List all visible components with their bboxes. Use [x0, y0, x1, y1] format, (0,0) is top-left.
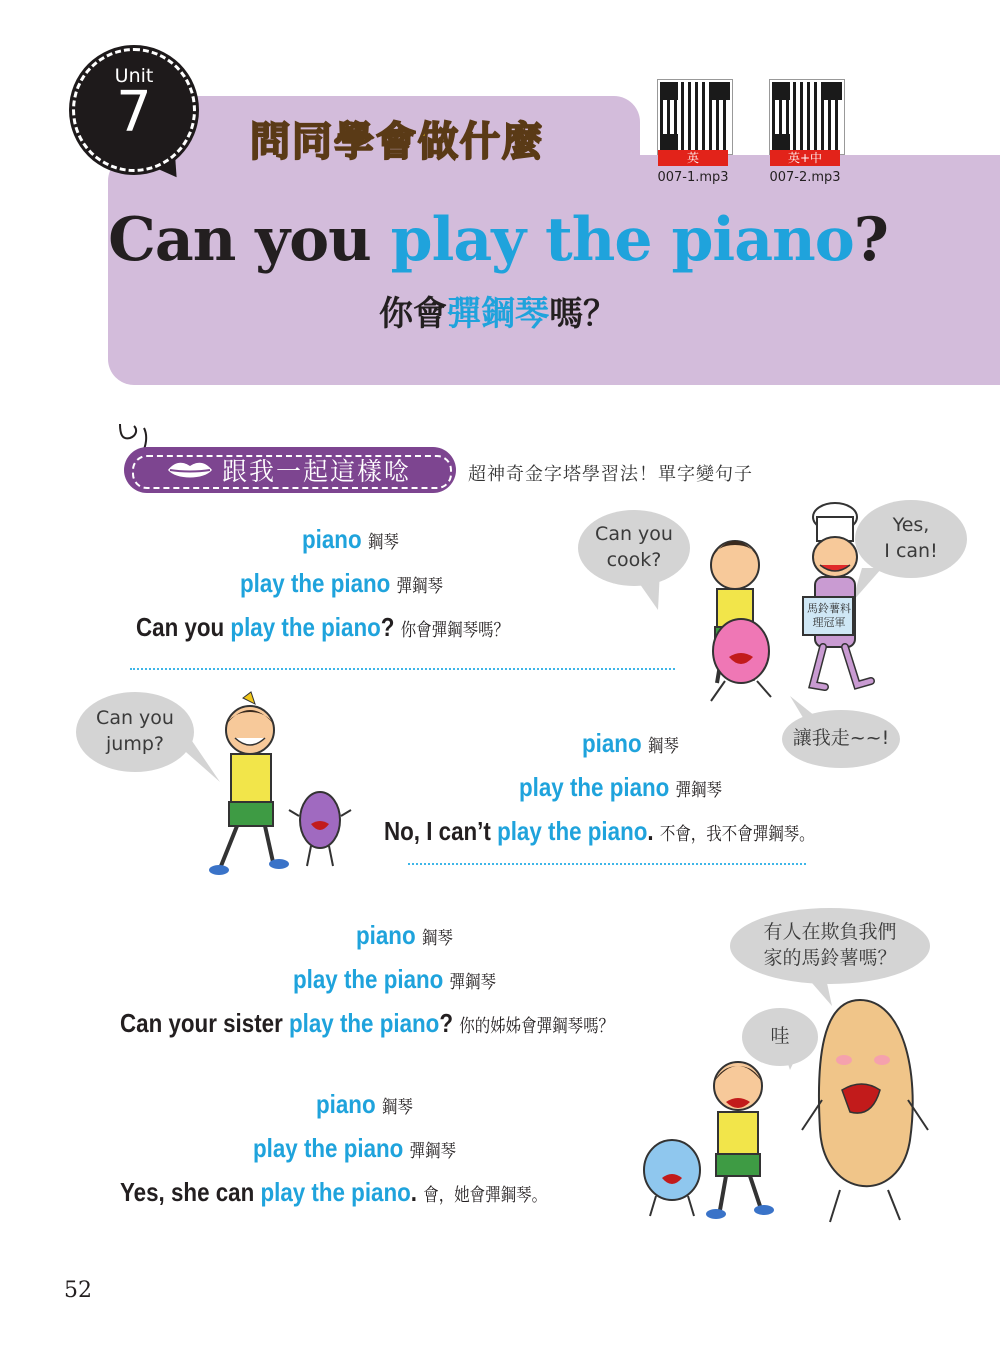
- unit-label: Unit: [114, 65, 154, 87]
- subtitle-part: 你會: [379, 294, 447, 334]
- sentence-highlight: play the piano: [230, 612, 381, 642]
- phrase: play the piano: [293, 964, 444, 994]
- sentence-highlight: play the piano: [260, 1177, 411, 1207]
- phrase-translation: 彈鋼琴: [675, 780, 723, 801]
- word-line: [582, 728, 679, 759]
- subtitle-highlight: 彈鋼琴: [447, 294, 549, 334]
- page-title: [108, 205, 888, 275]
- qr-code-english-chinese[interactable]: [770, 80, 840, 166]
- qr-caption: 007-1.mp3: [657, 170, 729, 185]
- title-highlight: play the piano: [390, 205, 854, 275]
- girl-and-bean-illustration: [195, 690, 395, 890]
- word-line: [356, 920, 453, 951]
- dotted-divider: [408, 863, 806, 865]
- speech-bubble-bullying: [730, 908, 930, 984]
- sentence-translation: 不會，我不會彈鋼琴。: [659, 824, 815, 845]
- title-part: Can you: [108, 205, 391, 275]
- subtitle-part: 嗎？: [549, 294, 617, 334]
- chef-and-boy-illustration: [675, 505, 890, 715]
- word-translation: 鋼琴: [367, 532, 399, 553]
- sentence-line: [120, 1177, 547, 1208]
- qr-code-icon: [658, 80, 732, 154]
- potato-and-kids-illustration: [610, 990, 940, 1230]
- sentence-line: [136, 612, 509, 643]
- section-description: 超神奇金字塔學習法！單字變句子: [468, 464, 753, 485]
- phrase-line: [253, 1133, 456, 1164]
- speech-bubble-jump: [76, 692, 194, 772]
- unit-title: 問同學會做什麼: [250, 119, 544, 165]
- qr-tag: 英+中: [770, 150, 840, 166]
- sentence-translation: 會，她會彈鋼琴。: [423, 1185, 548, 1206]
- phrase: play the piano: [519, 772, 670, 802]
- qr-code-english[interactable]: [658, 80, 728, 166]
- chef-sign-text: 馬鈴薯料理冠軍: [807, 602, 851, 630]
- phrase-translation: 彈鋼琴: [449, 972, 497, 993]
- phrase-line: [293, 964, 496, 995]
- sentence-translation: 你的姊姊會彈鋼琴嗎？: [459, 1016, 615, 1037]
- qr-code-icon: [770, 80, 844, 154]
- phrase-line: [240, 568, 443, 599]
- speech-bubble-cook: [578, 510, 690, 586]
- sentence-highlight: play the piano: [289, 1008, 440, 1038]
- qr-caption: 007-2.mp3: [769, 170, 841, 185]
- word: piano: [302, 524, 362, 554]
- sentence-line: [120, 1008, 614, 1039]
- sentence-end: ?: [380, 612, 395, 642]
- unit-number: 7: [116, 80, 152, 145]
- phrase: play the piano: [240, 568, 391, 598]
- word-line: [316, 1089, 413, 1120]
- sentence-start: Can you: [136, 612, 231, 642]
- sentence-end: .: [647, 816, 654, 846]
- bubble-text: 哇: [770, 1025, 790, 1048]
- word-translation: 鋼琴: [381, 1097, 413, 1118]
- word: piano: [356, 920, 416, 950]
- phrase: play the piano: [253, 1133, 404, 1163]
- phrase-translation: 彈鋼琴: [396, 576, 444, 597]
- sentence-end: ?: [439, 1008, 454, 1038]
- sentence-start: Yes, she can: [120, 1177, 261, 1207]
- page-number: 52: [64, 1278, 92, 1303]
- bubble-text: Can you cook?: [595, 523, 673, 571]
- sentence-highlight: play the piano: [497, 816, 648, 846]
- speech-bubble-let-go: [782, 710, 900, 768]
- bubble-text: Yes, I can!: [884, 514, 938, 562]
- phrase-line: [519, 772, 722, 803]
- bubble-text: 讓我走~~!: [792, 727, 890, 750]
- title-part: ?: [853, 205, 888, 275]
- unit-badge: [72, 48, 196, 172]
- word: piano: [316, 1089, 376, 1119]
- phrase-translation: 彈鋼琴: [409, 1141, 457, 1162]
- sentence-line: [384, 816, 815, 847]
- word-translation: 鋼琴: [647, 736, 679, 757]
- word: piano: [582, 728, 642, 758]
- sentence-start: No, I can’t: [384, 816, 498, 846]
- word-line: [302, 524, 399, 555]
- sentence-translation: 你會彈鋼琴嗎？: [400, 620, 510, 641]
- sentence-end: .: [410, 1177, 418, 1207]
- qr-tag: 英: [658, 150, 728, 166]
- dotted-divider: [130, 668, 675, 670]
- sentence-start: Can your sister: [120, 1008, 290, 1038]
- bubble-text: Can you jump?: [96, 707, 174, 755]
- bubble-text: 有人在欺負我們 家的馬鈴薯嗎？: [763, 921, 897, 969]
- section-label: 跟我一起這樣唸: [222, 457, 412, 486]
- lips-icon: [166, 458, 214, 482]
- word-translation: 鋼琴: [421, 928, 453, 949]
- page-subtitle: [108, 286, 888, 335]
